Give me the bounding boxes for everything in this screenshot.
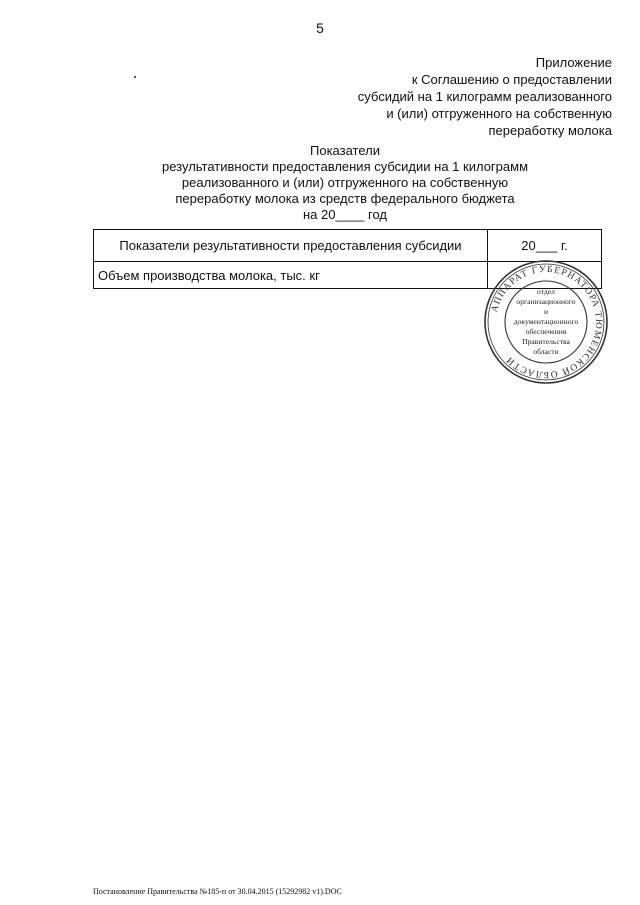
appendix-line: переработку молока [488, 123, 612, 138]
stamp-line: области [533, 347, 559, 356]
title-line: на 20____ год [303, 207, 387, 222]
appendix-line: к Соглашению о предоставлении [411, 72, 612, 87]
header-year: 20___ г. [488, 230, 602, 262]
title-line: результативности предоставления субсидии на 1 килограмм [161, 159, 529, 174]
document-footer: Постановление Правительства №185-п от 30.04.2015 (15292982 v1).DOC [93, 887, 342, 896]
appendix-line: субсидий на 1 килограмм реализованного [357, 89, 612, 104]
header-indicator: Показатели результативности предоставления субсидии [94, 230, 488, 262]
stamp-center-text [514, 287, 579, 356]
scan-dot [134, 76, 136, 78]
row-label: Объем производства молока, тыс. кг [94, 262, 488, 289]
stamp-line: отдел [537, 287, 555, 296]
page-number: 5 [316, 20, 324, 36]
table-header-row [94, 230, 602, 262]
title-line: переработку молока из средств федерального бюджета [175, 191, 515, 206]
stamp-line: и [543, 307, 549, 316]
stamp-line: организационного [516, 297, 576, 306]
document-title [120, 143, 570, 223]
title-line: реализованного и (или) отгруженного на собственную [181, 175, 509, 190]
stamp-ring-text: АППАРАТ ГУБЕРНАТОРА ТЮМЕНСКОЙ ОБЛАСТИ [489, 264, 604, 380]
appendix-line: и (или) отгруженного на собственную [386, 106, 612, 121]
stamp-line: Правительства [522, 337, 570, 346]
title-line: Показатели [310, 143, 380, 158]
appendix-line: Приложение [535, 55, 612, 70]
official-stamp [482, 258, 610, 386]
appendix-heading [292, 54, 612, 139]
stamp-line: обеспечения [525, 327, 567, 336]
stamp-line: документационного [513, 317, 579, 326]
